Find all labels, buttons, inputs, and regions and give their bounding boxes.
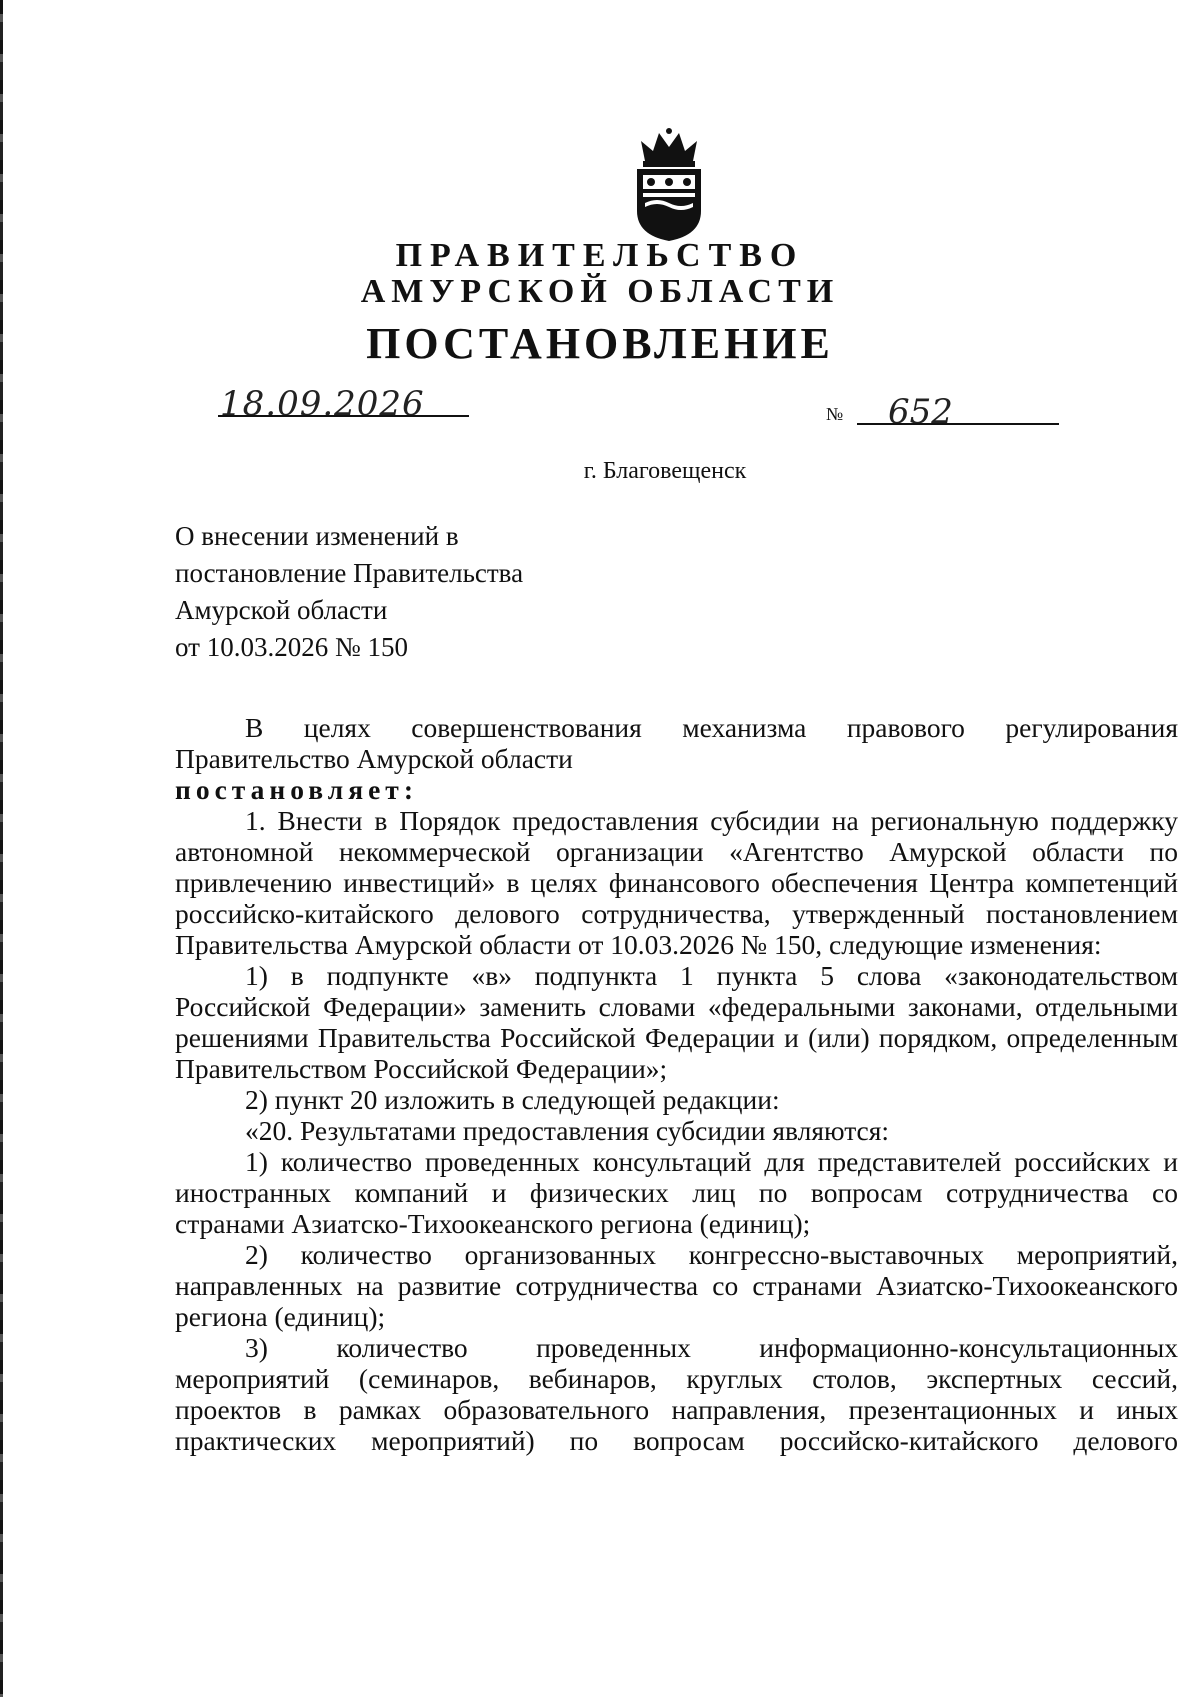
subject-block xyxy=(175,518,523,666)
result3-line: 3) количество проведенных информационно-консультационных xyxy=(245,1332,1178,1363)
item1-line: 1. Внести в Порядок предоставления субсидии на региональную поддержку xyxy=(245,805,1178,836)
result2-line: направленных на развитие сотрудничества со странами Азиатско-Тихоокеанского xyxy=(175,1270,1178,1301)
sub1-line: Российской Федерации» заменить словами «федеральными законами, отдельными xyxy=(175,991,1178,1022)
document-body xyxy=(175,712,1178,1456)
document-number: 652 xyxy=(888,392,953,432)
document-date: 18.09.2026 xyxy=(220,384,425,424)
date-underline xyxy=(218,415,469,417)
result3-line: практических мероприятий) по вопросам российско-китайского делового xyxy=(175,1425,1178,1456)
result1-line: иностранных компаний и физических лиц по вопросам сотрудничества со xyxy=(175,1177,1178,1208)
preamble-line: Правительство Амурской области xyxy=(175,743,573,774)
sub1-line: 1) в подпункте «в» подпункта 1 пункта 5 слова «законодательством xyxy=(245,960,1178,991)
result3-line: мероприятий (семинаров, вебинаров, круглых столов, экспертных сессий, xyxy=(175,1363,1178,1394)
preamble-line: В целях совершенствования механизма правового регулирования xyxy=(245,712,1178,743)
item1-line: привлечению инвестиций» в целях финансового обеспечения Центра компетенций xyxy=(175,867,1178,898)
government-title-line1: ПРАВИТЕЛЬСТВО xyxy=(395,237,805,274)
result2-line: региона (единиц); xyxy=(175,1301,386,1332)
city-name: г. Благовещенск xyxy=(583,458,747,484)
coat-of-arms-emblem xyxy=(631,127,707,243)
government-title-line2: АМУРСКОЙ ОБЛАСТИ xyxy=(360,273,840,310)
item1-line: автономной некоммерческой организации «Агентство Амурской области по xyxy=(175,836,1178,867)
point20-line: «20. Результатами предоставления субсидии являются: xyxy=(245,1115,890,1146)
sub1-line: решениями Правительства Российской Федерации и (или) порядком, определенным xyxy=(175,1022,1178,1053)
result2-line: 2) количество организованных конгрессно-выставочных мероприятий, xyxy=(245,1239,1178,1270)
sub2-line: 2) пункт 20 изложить в следующей редакции: xyxy=(245,1084,780,1115)
item1-line: российско-китайского делового сотрудничества, утвержденный постановлением xyxy=(175,898,1178,929)
number-label: № xyxy=(826,404,844,424)
result1-line: странами Азиатско-Тихоокеанского региона (единиц); xyxy=(175,1208,811,1239)
result1-line: 1) количество проведенных консультаций для представителей российских и xyxy=(245,1146,1178,1177)
subject-line: О внесении изменений в xyxy=(175,521,459,551)
sub1-line: Правительством Российской Федерации»; xyxy=(175,1053,668,1084)
result3-line: проектов в рамках образовательного направления, презентационных и иных xyxy=(175,1394,1178,1425)
number-underline xyxy=(857,423,1059,425)
subject-line: от 10.03.2026 № 150 xyxy=(175,632,408,662)
subject-line: постановление Правительства xyxy=(175,558,524,588)
item1-line: Правительства Амурской области от 10.03.2026 № 150, следующие изменения: xyxy=(175,929,1102,960)
subject-line: Амурской области xyxy=(175,595,388,625)
document-type-title: ПОСТАНОВЛЕНИЕ xyxy=(366,319,834,368)
decrees-word: постановляет: xyxy=(175,774,418,805)
